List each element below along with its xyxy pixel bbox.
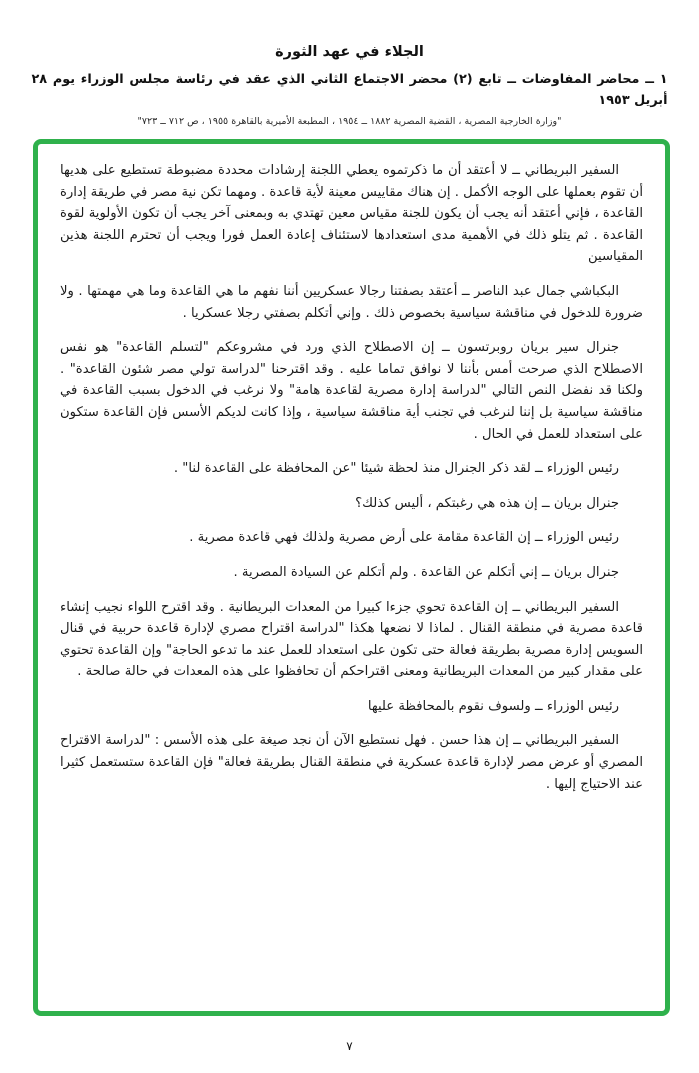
- source-citation: "وزارة الخارجية المصرية ، القضية المصرية ١٨٨٢ ــ ١٩٥٤ ، المطبعة الأميرية بالقاهرة ١٩٥٥ ، ص ٧١٢ ــ ٧٢٣": [137, 116, 562, 127]
- speech-text: ــ إن الاصطلاح الذي ورد في مشروعكم "لتسلم القاعدة" هو نفس الاصطلاح الذي صرحت أمس بأننا لا نوافق تماما عليه . وقد اقترحنا "لدراسة تولي مصر شئون القاعدة" . ولكنا قد نفضل النص التالي "لدراسة إدارة مصرية لقاعدة هامة" ولا نرغب في الدخول بسبب القاعدة في مناقشة سياسية بل إننا لنرغب في تجنب أية مناقشة سياسية ، وإذا كانت لديكم الأسس فإن القاعدة ستكون على استعداد للعمل في الحال .: [60, 340, 643, 442]
- speaker-name: السفير البريطاني: [524, 599, 619, 615]
- speech-text: ــ لقد ذكر الجنرال منذ لحظة شيئا "عن المحافظة على القاعدة لنا" .: [173, 461, 543, 477]
- dialogue-paragraph: [60, 597, 643, 683]
- dialogue-paragraph: [60, 696, 643, 718]
- document-heading: ١ ــ محاضر المفاوضات ــ تابع (٢) محضر الاجتماع الثاني الذي عقد في رئاسة مجلس الوزراء يوم ٢٨ أبريل ١٩٥٣: [31, 72, 668, 108]
- speech-text: ــ إن هذا حسن . فهل نستطيع الآن أن نجد صيغة على هذه الأسس : "لدراسة الاقتراح المصري أو عرض مصر لإدارة قاعدة عسكرية في منطقة القنال بطريقة فعالة" فإن القاعدة ستستعمل كثيرا عند الاحتياج إليها .: [60, 733, 643, 792]
- dialogue-paragraph: [60, 160, 643, 268]
- speech-text: ــ لا أعتقد أن ما ذكرتموه يعطي اللجنة إرشادات محددة مضبوطة تستطيع على هديها أن تقوم بعملها على الوجه الأكمل . إن هناك مقاييس معينة لأية قاعدة . ومهما تكن نية مصر في طريقة إدارة القاعدة ، فإني أعتقد أنه يجب أن يكون للجنة مقياس معين تهتدي به وبمعنى آخر يجب أن تكون الأولوية لقوة القاعدة . ثم يتلو ذلك في الأهمية مدى استعدادها لاستئناف إعادة العمل فورا ويجب أن تحترم اللجنة هذين المقياسين: [60, 163, 643, 265]
- page-number: ٧: [346, 1039, 353, 1053]
- speaker-name: رئيس الوزراء: [546, 530, 619, 546]
- dialogue-paragraph: [60, 337, 643, 445]
- dialogue-paragraph: [60, 281, 643, 324]
- speech-text: ــ إن هذه هي رغبتكم ، أليس كذلك؟: [355, 495, 550, 511]
- speaker-name: البكباشي جمال عبد الناصر: [474, 283, 619, 299]
- dialogue-paragraph: [60, 458, 643, 480]
- speech-text: ــ إن القاعدة تحوي جزءا كبيرا من المعدات البريطانية . وقد اقترح اللواء نجيب إنشاء قاعدة مصرية في منطقة القنال . لماذا لا نضعها هكذا "لدراسة اقتراح مصري لإدارة قاعدة حربية في قنال السويس إدارة مصرية بطريقة فعالة حتى تكون على استعداد للعمل عند ما تدعو الحاجة" وإن القاعدة تحتوي على مقدار كبير من المعدات البريطانية ومعنى اقتراحكم أن تحافظوا على هذه المعدات في حالة صالحة .: [60, 599, 643, 680]
- speech-text: ــ إن القاعدة مقامة على أرض مصرية ولذلك فهي قاعدة مصرية .: [189, 530, 543, 546]
- speaker-name: جنرال سير بريان روبرتسون: [457, 340, 619, 356]
- speech-text: ــ إني أتكلم عن القاعدة . ولم أتكلم عن السيادة المصرية .: [233, 564, 550, 580]
- dialogue-paragraph: [60, 730, 643, 795]
- speaker-name: السفير البريطاني: [525, 733, 620, 749]
- document-title: الجلاء في عهد الثورة: [275, 44, 424, 60]
- dialogue-paragraph: [60, 527, 643, 549]
- speaker-name: جنرال بريان: [553, 495, 619, 511]
- speaker-name: رئيس الوزراء: [546, 461, 619, 477]
- dialogue-paragraph: [60, 493, 643, 515]
- dialogue-container: [60, 160, 643, 795]
- speaker-name: جنرال بريان: [553, 564, 619, 580]
- speaker-name: رئيس الوزراء: [546, 698, 619, 714]
- dialogue-paragraph: [60, 562, 643, 584]
- speech-text: ــ ولسوف نقوم بالمحافظة عليها: [367, 698, 543, 714]
- speaker-name: السفير البريطاني: [524, 163, 619, 178]
- transcript-green-box: [33, 139, 670, 1016]
- speech-text: ــ أعتقد بصفتنا رجالا عسكريين أننا نفهم ما هي القاعدة وما هي مهمتها . ولا ضرورة للدخول في مناقشة سياسية بخصوص ذلك . وإني أتكلم بصفتي رجلا عسكريا .: [60, 283, 643, 321]
